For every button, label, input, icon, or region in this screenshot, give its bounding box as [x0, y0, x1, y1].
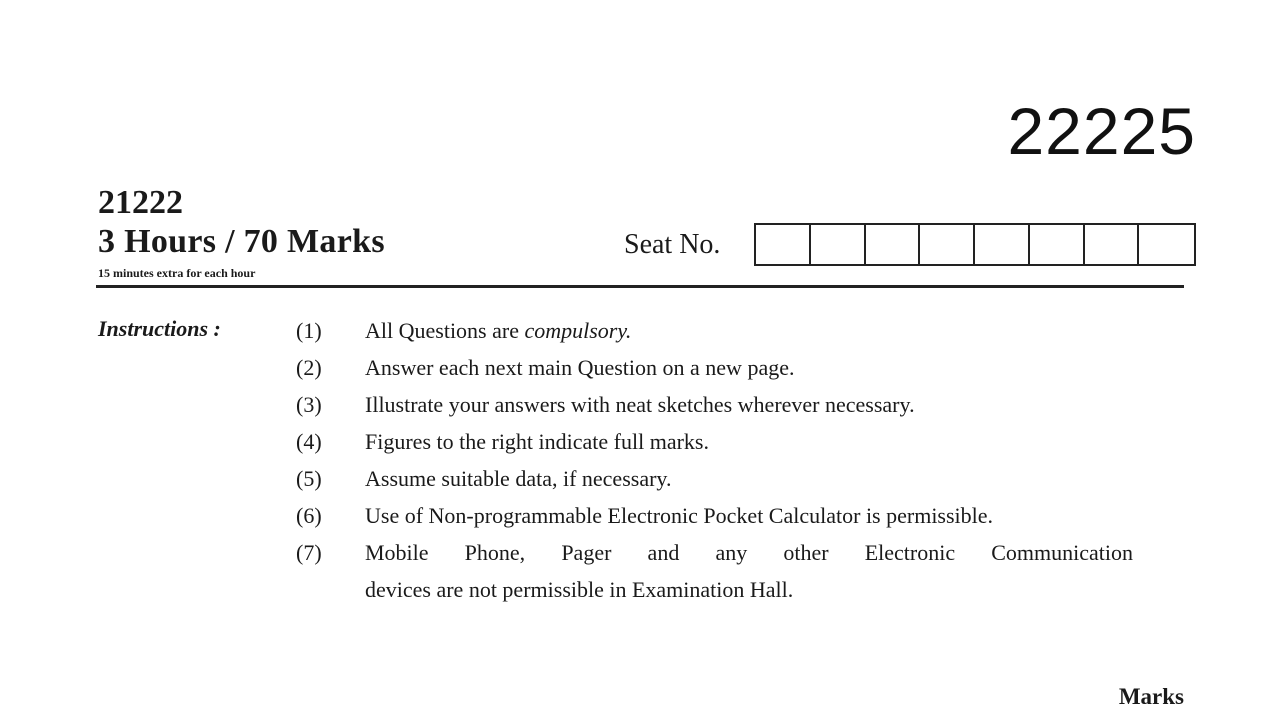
instruction-item [296, 497, 1176, 534]
instruction-number: (7) [296, 540, 322, 565]
instruction-text [365, 312, 1165, 349]
instruction-item [296, 423, 1176, 460]
instruction-number: (4) [296, 429, 322, 454]
instructions-heading: Instructions : [98, 316, 221, 341]
instruction-item [296, 386, 1176, 423]
instruction-text: Use of Non-programmable Electronic Pocket Calculator is permissible. [365, 503, 994, 528]
instruction-item [296, 534, 1176, 608]
instruction-number: (5) [296, 466, 322, 491]
paper-code: 22225 [1007, 94, 1196, 168]
seat-number-box [756, 225, 811, 264]
header-divider [96, 285, 1184, 288]
subject-code: 21222 [98, 184, 183, 221]
seat-number-box [920, 225, 975, 264]
seat-number-boxes [754, 223, 1196, 266]
instruction-item [296, 460, 1176, 497]
seat-number-label: Seat No. [624, 229, 721, 260]
instruction-number: (3) [296, 392, 322, 417]
seat-number-box [1030, 225, 1085, 264]
extra-time-note: 15 minutes extra for each hour [98, 266, 256, 280]
duration-marks: 3 Hours / 70 Marks [98, 223, 385, 260]
seat-number-box [1139, 225, 1194, 264]
exam-header [98, 184, 385, 280]
instruction-number: (2) [296, 355, 322, 380]
instruction-text-part: All Questions are [365, 318, 525, 343]
instruction-text-continuation: devices are not permissible in Examination Hall. [365, 577, 794, 602]
seat-number-box [811, 225, 866, 264]
instruction-number: (1) [296, 318, 322, 343]
instruction-text: Mobile Phone, Pager and any other Electronic Communication [365, 540, 1133, 565]
instruction-text: Answer each next main Question on a new page. [365, 355, 795, 380]
seat-number-box [1085, 225, 1140, 264]
instruction-text: Figures to the right indicate full marks. [365, 429, 709, 454]
instruction-number: (6) [296, 503, 322, 528]
instruction-text: Illustrate your answers with neat sketches wherever necessary. [365, 392, 915, 417]
instruction-emphasis: compulsory. [524, 318, 632, 343]
marks-column-label: Marks [1118, 684, 1184, 709]
instruction-item [296, 349, 1176, 386]
seat-number-box [975, 225, 1030, 264]
instruction-text: Assume suitable data, if necessary. [365, 466, 672, 491]
instruction-item [296, 312, 1176, 349]
seat-number-box [866, 225, 921, 264]
instructions-list [296, 312, 1176, 608]
